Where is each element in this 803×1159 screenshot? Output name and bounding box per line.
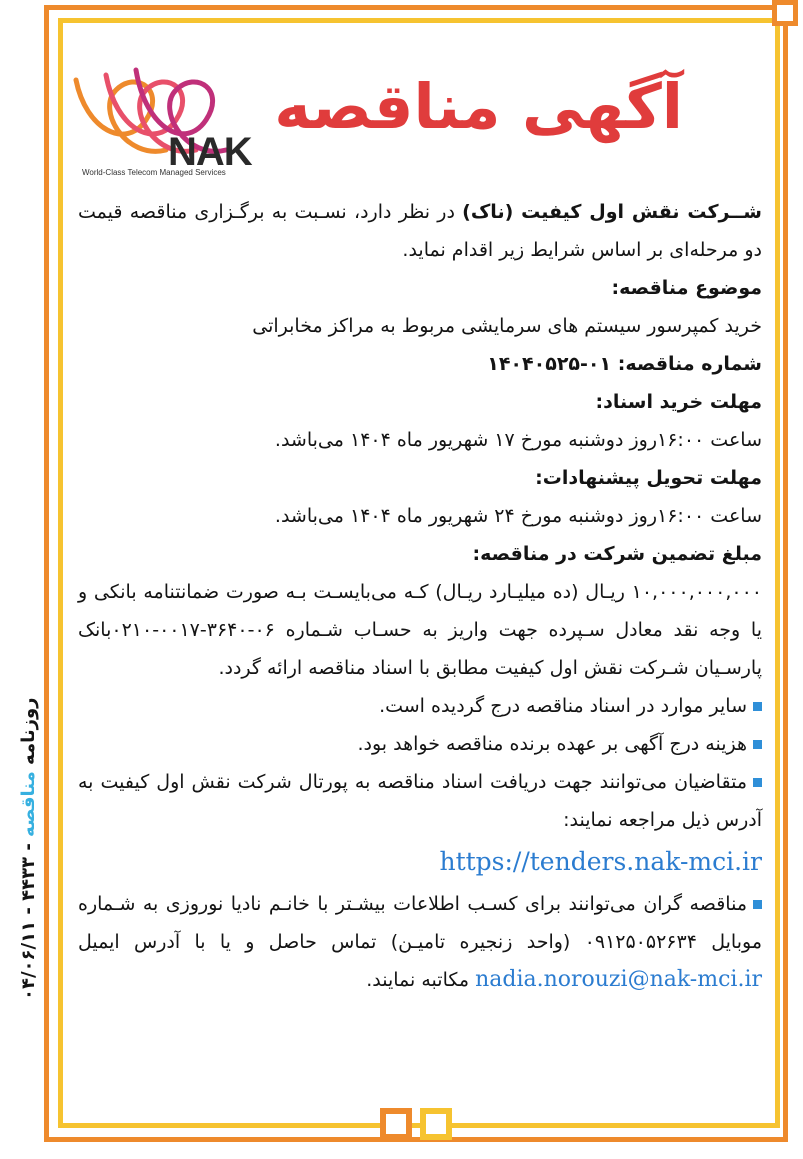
logo-wordmark: NAK bbox=[168, 130, 252, 174]
page-title: آگهی مناقصه bbox=[274, 70, 683, 143]
contact-paragraph: مناقصه گران می‌توانند برای کسـب اطلاعات بیشـتر با خانـم نادیا نوروزی به شـماره موبایل ۰۹۱۲۵۰۵۲۶۳۴ (واحد زنجیره تامیـن) تماس حاصل و یا با آدرس ایمیل nadia.norouzi@nak-mci.ir مکاتبه نمایند. bbox=[78, 893, 762, 992]
bullet-item: سایر موارد در اسناد مناقصه درج گردیده است. bbox=[78, 687, 762, 725]
doc-deadline-value: ساعت ۱۶:۰۰روز دوشنبه مورخ ۱۷ شهریور ماه ۱۴۰۴ می‌باشد. bbox=[274, 429, 762, 451]
logo-tagline: World-Class Telecom Managed Services bbox=[82, 168, 226, 177]
bullet-square-icon bbox=[753, 778, 762, 787]
intro-paragraph bbox=[78, 193, 762, 269]
guarantee-value: ۱۰,۰۰۰,۰۰۰,۰۰۰ ریـال (ده میلیـارد ریـال) کـه می‌بایسـت بـه صورت ضمانتنامه بانکی و یا وجه نقد معادل سـپرده جهت واریز به حسـاب شـماره ۰۶-۳۶۴۰-۰۰۱۷-۰۲۱۰بانک پارسـیان شـرکت نقش اول کیفیت مطابق با اسناد مناقصه ارائه گردد. bbox=[78, 581, 762, 679]
tender-portal-link[interactable]: https://tenders.nak-mci.ir bbox=[439, 847, 762, 876]
bid-deadline-value: ساعت ۱۶:۰۰روز دوشنبه مورخ ۲۴ شهریور ماه ۱۴۰۴ می‌باشد. bbox=[274, 505, 762, 527]
tender-number: شماره مناقصه: ۰۱-۱۴۰۴۰۵۲۵ bbox=[487, 353, 762, 375]
bullet-square-icon bbox=[753, 740, 762, 749]
bullet-square-icon bbox=[753, 900, 762, 909]
doc-deadline-label: مهلت خرید اسناد: bbox=[595, 391, 762, 413]
notice-body bbox=[78, 193, 762, 999]
bid-deadline-label: مهلت تحویل پیشنهادات: bbox=[535, 467, 762, 489]
bottom-square-yellow bbox=[420, 1108, 452, 1140]
bullet-item: متقاضیان می‌توانند جهت دریافت اسناد مناقصه به پورتال شرکت نقش اول کیفیت به آدرس ذیل مراجعه نمایند: bbox=[78, 771, 762, 831]
side-brand: مناقصه bbox=[18, 771, 39, 837]
subject-label: موضوع مناقصه: bbox=[611, 277, 762, 299]
company-name: شــرکت نقش اول کیفیت (ناک) bbox=[462, 201, 762, 223]
newspaper-side-label: روزنامه مناقصه - ۴۴۳۳ - ۰۴/۰۶/۱۱ bbox=[18, 697, 39, 1000]
bullet-square-icon bbox=[753, 702, 762, 711]
intro-text: در نظر دارد، نسـبت به برگـزاری مناقصه قیمت دو مرحله‌ای بر اساس شرایط زیر اقدام نماید. bbox=[78, 201, 762, 261]
subject-value: خرید کمپرسور سیستم های سرمایشی مربوط به مراکز مخابراتی bbox=[252, 315, 762, 337]
bullet-item: هزینه درج آگهی بر عهده برنده مناقصه خواهد بود. bbox=[78, 725, 762, 763]
bottom-square-orange bbox=[380, 1108, 412, 1140]
corner-square-orange bbox=[772, 0, 798, 26]
guarantee-label: مبلغ تضمین شرکت در مناقصه: bbox=[472, 543, 762, 565]
email-link[interactable]: nadia.norouzi@nak-mci.ir bbox=[475, 967, 762, 992]
